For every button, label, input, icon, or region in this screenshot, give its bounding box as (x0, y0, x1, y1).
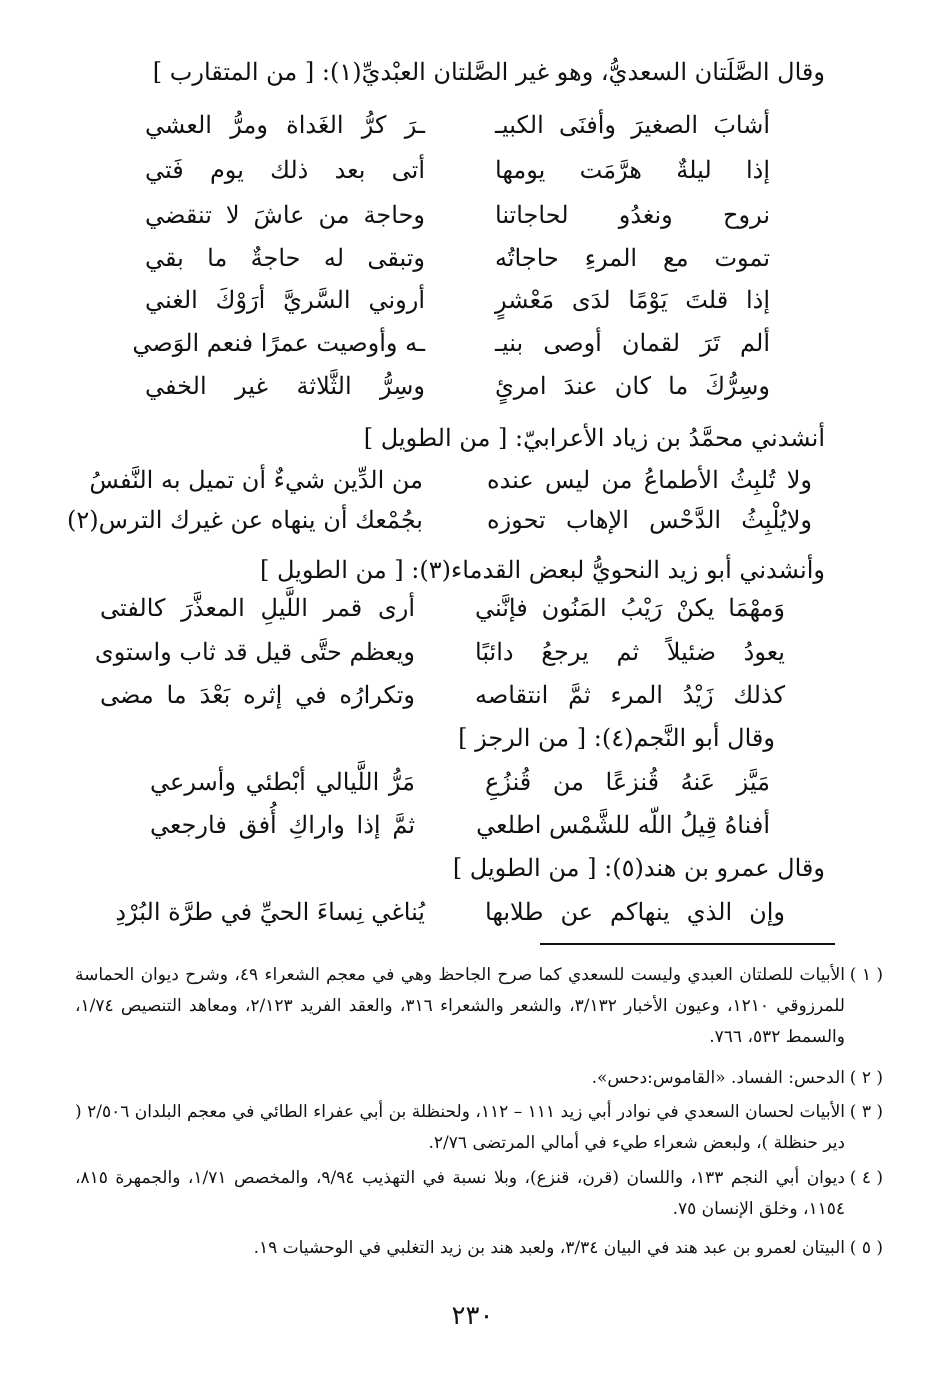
footnote (75, 1063, 883, 1094)
second-hemistich: أتى بعد ذلك يوم فَتي (145, 156, 425, 184)
footnote (75, 960, 883, 1053)
first-hemistich: وإن الذي ينهاكم عن طلابها (485, 898, 785, 926)
footnote (75, 1163, 883, 1225)
second-hemistich: يُناغي نِساءَ الحيِّ في طرَّة البُرْدِ (115, 898, 425, 926)
footnote-separator (540, 943, 835, 945)
footnote-number: ( ٥ ) (849, 1238, 883, 1258)
footnote (75, 1097, 883, 1159)
section-intro: وقال عمرو بن هند(٥): [ من الطويل ] (452, 854, 825, 882)
footnote-text: ديوان أبي النجم ١٣٣، واللسان (قرن، قنزع)، وبلا نسبة في التهذيب ٩/٩٤، والمخصص ١/٧١، والجمهرة ٨١٥، ١١٥٤، وخلق الإنسان ٧٥. (75, 1168, 845, 1219)
first-hemistich: كذلك زَيْدُ المرء ثمَّ انتقاصه (475, 681, 785, 709)
first-hemistich: وسِرُّكَ ما كان عندَ امرئٍ (495, 372, 770, 400)
first-hemistich: نروح ونغدُو لحاجاتنا (495, 201, 770, 229)
second-hemistich: وتبقى له حاجةٌ ما بقي (145, 244, 425, 272)
section-intro: وقال الصَّلَتان السعديُّ، وهو غير الصَّلتان العبْديِّ(١): [ من المتقارب ] (152, 58, 825, 86)
first-hemistich: يعودُ ضئيلاً ثم يرجعُ دائبًا (475, 638, 785, 666)
section-intro: وقال أبو النَّجم(٤): [ من الرجز ] (458, 724, 775, 752)
second-hemistich: أرى قمر اللَّيلِ المعذَّرَ كالفتى (100, 594, 415, 622)
first-hemistich: ولايُلْبِثُ الدَّحْس الإهاب تحوزه (487, 506, 812, 534)
first-hemistich: إذا ليلةٌ هرَّمَت يومها (495, 156, 770, 184)
second-hemistich: وتكرارُه في إثره بَعْدَ ما مضى (100, 681, 415, 709)
second-hemistich: ويعظم حتَّى قيل قد ثاب واستوى (94, 638, 415, 666)
second-hemistich: أروني السَّريَّ أرَوْكَ الغني (145, 286, 425, 314)
page-number: ٢٣٠ (451, 1301, 494, 1331)
first-hemistich: ولا تُلبِثُ الأطماعُ من ليس عنده (487, 466, 812, 494)
first-hemistich: وَمهْمَا يكنْ رَيْبُ المَنُون فإنَّني (475, 594, 785, 622)
footnote-text: الدحس: الفساد. «القاموس:دحس». (591, 1068, 845, 1088)
footnote-number: ( ٢ ) (849, 1068, 883, 1088)
first-hemistich: مَيَّز عَنهُ قُنزعًا من قُنزُعِ (485, 768, 770, 796)
second-hemistich: مَرُّ اللَّيالي أبْطئي وأسرعي (150, 768, 415, 796)
footnote-number: ( ٤ ) (849, 1168, 883, 1188)
section-intro: وأنشدني أبو زيد النحويُّ لبعض القدماء(٣): [ من الطويل ] (260, 556, 825, 584)
second-hemistich: وحاجة من عاشَ لا تنقضي (145, 201, 425, 229)
second-hemistich: ثمَّ إذا واراكِ أُفق فارجعي (150, 811, 415, 839)
section-intro: أنشدني محمَّدُ بن زياد الأعرابيّ: [ من الطويل ] (363, 424, 825, 452)
second-hemistich: بجُمْعك أن ينهاه عن غيرك الترس(٢) (67, 506, 423, 534)
first-hemistich: تموت مع المرءِ حاجاتُه (495, 244, 770, 272)
first-hemistich: أفناهُ قِيلُ اللّه للشَّمْس اطلعي (476, 811, 770, 839)
first-hemistich: ألم تَرَ لقمان أوصى بنيـ (495, 329, 770, 357)
second-hemistich: ـرَ كرُّ الغَداة ومرُّ العشي (145, 111, 425, 139)
first-hemistich: إذا قلتَ يَوْمًا لدَى مَعْشرٍ (495, 286, 770, 314)
first-hemistich: أشابَ الصغيرَ وأفنَى الكبيـ (495, 111, 770, 139)
second-hemistich: من الدِّين شيءٌ أن تميل به النَّفسُ (89, 466, 423, 494)
second-hemistich: وسِرُّ الثَّلاثة غير الخفي (145, 372, 425, 400)
footnote (75, 1233, 883, 1264)
footnote-text: الأبيات لحسان السعدي في نوادر أبي زيد ١١١ – ١١٢، ولحنظلة بن أبي عفراء الطائي في معجم البلدان ٢/٥٠٦ ( دير حنظلة )، ولبعض شعراء طيء في أمالي المرتضى ٢/٧٦. (75, 1102, 845, 1153)
footnote-number: ( ١ ) (849, 965, 883, 985)
footnote-text: الأبيات للصلتان العبدي وليست للسعدي كما صرح الجاحظ وهي في معجم الشعراء ٤٩، وشرح ديوان الحماسة للمرزوقي ١٢١٠، وعيون الأخبار ٣/١٣٢، والشعر والشعراء ٣١٦، والعقد الفريد ٢/١٢٣، ومعاهد التنصيص ١/٧٤، والسمط ٥٣٢، ٧٦٦. (75, 965, 846, 1047)
footnote-number: ( ٣ ) (849, 1102, 883, 1122)
second-hemistich: ـه وأوصيت عمرًا فنعم الوَصي (132, 329, 425, 357)
footnote-text: البيتان لعمرو بن عبد هند في البيان ٣/٣٤، ولعبد هند بن زيد التغلبي في الوحشيات ١٩. (253, 1238, 845, 1258)
